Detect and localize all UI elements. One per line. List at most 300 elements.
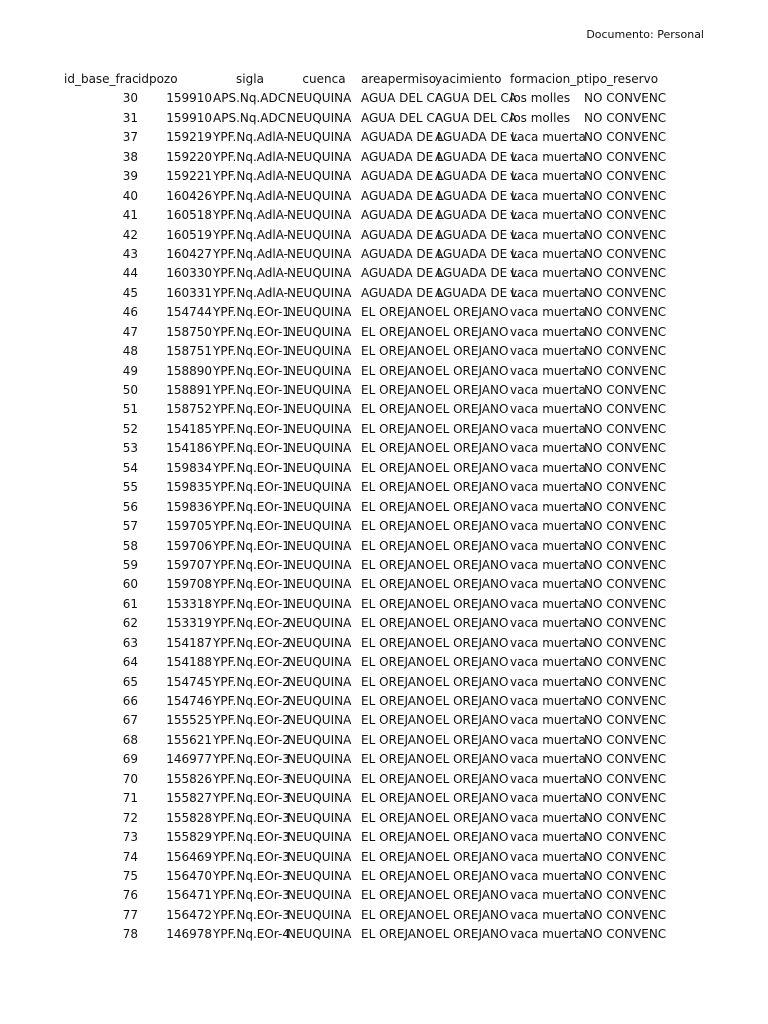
cell-yacimiento: EL OREJANO [435, 519, 509, 534]
cell-areapermiso: EL OREJANO [361, 927, 435, 942]
cell-sigla: YPF.Nq.EOr-2 [213, 713, 290, 728]
cell-sigla: YPF.Nq.EOr-1 [213, 519, 290, 534]
cell-sigla: YPF.Nq.EOr-3 [213, 830, 290, 845]
cell-id-base-frac: 55 [122, 480, 138, 495]
cell-cuenca: NEUQUINA [287, 732, 352, 747]
table-row [64, 459, 667, 478]
cell-areapermiso: EL OREJANO [361, 421, 435, 436]
cell-sigla: YPF.Nq.EOr-2 [213, 694, 290, 708]
cell-idpozo: 156472 [166, 907, 212, 922]
cell-id-base-frac: 30 [122, 91, 138, 106]
cell-tipo-reservorio: NO CONVENC [584, 868, 667, 883]
cell-id-base-frac: 71 [122, 791, 138, 806]
cell-idpozo: 160426 [166, 188, 212, 203]
cell-idpozo: 146977 [166, 752, 212, 767]
cell-sigla: YPF.Nq.EOr-3 [213, 888, 290, 903]
table-row [64, 770, 667, 789]
cell-sigla: YPF.Nq.EOr-1 [213, 344, 290, 359]
cell-areapermiso: AGUA DEL CA [361, 91, 444, 106]
cell-formacion: vaca muerta [510, 499, 586, 514]
table-row [64, 400, 667, 419]
cell-areapermiso: EL OREJANO [361, 363, 435, 378]
cell-cuenca: NEUQUINA [287, 363, 352, 378]
cell-id-base-frac: 52 [122, 421, 138, 436]
cell-formacion: los molles [510, 110, 571, 125]
cell-yacimiento: AGUADA DE L [435, 130, 518, 145]
cell-tipo-reservorio: NO CONVENC [584, 130, 667, 145]
cell-areapermiso: AGUADA DE L [361, 169, 444, 184]
cell-tipo-reservorio: NO CONVENC [584, 927, 667, 942]
cell-areapermiso: EL OREJANO [361, 674, 435, 689]
cell-id-base-frac: 45 [122, 285, 138, 300]
cell-formacion: vaca muerta [510, 538, 586, 553]
cell-tipo-reservorio: NO CONVENC [584, 363, 667, 378]
cell-sigla: YPF.Nq.EOr-2 [213, 635, 290, 650]
document-label: Documento: Personal [586, 28, 704, 41]
cell-formacion: vaca muerta [510, 421, 586, 436]
cell-areapermiso: EL OREJANO [361, 499, 435, 514]
cell-areapermiso: EL OREJANO [361, 791, 435, 806]
cell-formacion: vaca muerta [510, 849, 586, 864]
table-row [64, 634, 667, 653]
cell-cuenca: NEUQUINA [287, 596, 352, 611]
cell-areapermiso: AGUADA DE L [361, 130, 444, 145]
cell-areapermiso: EL OREJANO [361, 907, 435, 922]
cell-tipo-reservorio: NO CONVENC [584, 344, 667, 359]
cell-sigla: YPF.Nq.EOr-1 [213, 538, 290, 553]
cell-id-base-frac: 44 [122, 266, 138, 281]
data-table [64, 70, 667, 945]
cell-yacimiento: EL OREJANO [435, 907, 509, 922]
cell-id-base-frac: 40 [122, 188, 138, 203]
cell-cuenca: NEUQUINA [287, 519, 352, 534]
cell-formacion: vaca muerta [510, 305, 586, 320]
cell-idpozo: 154746 [166, 694, 212, 708]
cell-id-base-frac: 60 [122, 577, 138, 592]
cell-sigla: YPF.Nq.EOr-3 [213, 771, 290, 786]
cell-idpozo: 154185 [166, 421, 212, 436]
cell-sigla: YPF.Nq.EOr-3 [213, 791, 290, 806]
cell-cuenca: NEUQUINA [287, 557, 352, 572]
cell-id-base-frac: 46 [122, 305, 138, 320]
table-row [64, 226, 667, 245]
cell-sigla: YPF.Nq.AdlA- [213, 188, 288, 203]
cell-yacimiento: EL OREJANO [435, 888, 509, 903]
cell-cuenca: NEUQUINA [287, 227, 352, 242]
cell-cuenca: NEUQUINA [287, 188, 352, 203]
cell-formacion: vaca muerta [510, 227, 586, 242]
cell-idpozo: 159220 [166, 149, 212, 164]
cell-tipo-reservorio: NO CONVENC [584, 460, 667, 475]
cell-sigla: YPF.Nq.EOr-1 [213, 557, 290, 572]
cell-areapermiso: EL OREJANO [361, 868, 435, 883]
table-row [64, 245, 667, 264]
cell-id-base-frac: 74 [122, 849, 138, 864]
cell-areapermiso: EL OREJANO [361, 538, 435, 553]
cell-idpozo: 154745 [166, 674, 212, 689]
cell-idpozo: 154188 [166, 655, 212, 670]
cell-sigla: YPF.Nq.EOr-1 [213, 460, 290, 475]
cell-idpozo: 146978 [166, 927, 212, 942]
cell-formacion: vaca muerta [510, 402, 586, 417]
cell-id-base-frac: 65 [122, 674, 138, 689]
cell-areapermiso: EL OREJANO [361, 557, 435, 572]
cell-yacimiento: EL OREJANO [435, 752, 509, 767]
cell-areapermiso: EL OREJANO [361, 849, 435, 864]
cell-idpozo: 154186 [166, 441, 212, 456]
cell-sigla: YPF.Nq.AdlA- [213, 130, 288, 145]
table-row [64, 789, 667, 808]
cell-formacion: vaca muerta [510, 383, 586, 397]
cell-tipo-reservorio: NO CONVENC [584, 441, 667, 456]
cell-id-base-frac: 68 [122, 732, 138, 747]
cell-tipo-reservorio: NO CONVENC [584, 519, 667, 534]
cell-areapermiso: AGUADA DE L [361, 188, 444, 203]
header-areapermiso: areapermiso [361, 72, 437, 86]
cell-tipo-reservorio: NO CONVENC [584, 557, 667, 572]
cell-idpozo: 159706 [166, 538, 212, 553]
cell-cuenca: NEUQUINA [287, 752, 352, 767]
cell-cuenca: NEUQUINA [287, 771, 352, 786]
cell-yacimiento: EL OREJANO [435, 791, 509, 806]
cell-areapermiso: EL OREJANO [361, 771, 435, 786]
table-row [64, 167, 667, 186]
cell-tipo-reservorio: NO CONVENC [584, 246, 667, 261]
cell-yacimiento: EL OREJANO [435, 732, 509, 747]
cell-id-base-frac: 31 [122, 110, 138, 125]
cell-idpozo: 159836 [166, 499, 212, 514]
cell-yacimiento: EL OREJANO [435, 810, 509, 825]
cell-cuenca: NEUQUINA [287, 888, 352, 903]
table-row [64, 498, 667, 517]
table-row [64, 906, 667, 925]
cell-tipo-reservorio: NO CONVENC [584, 791, 667, 806]
cell-formacion: vaca muerta [510, 830, 586, 845]
cell-areapermiso: EL OREJANO [361, 752, 435, 767]
cell-yacimiento: EL OREJANO [435, 694, 509, 708]
cell-idpozo: 153319 [166, 616, 212, 631]
cell-sigla: YPF.Nq.EOr-1 [213, 499, 290, 514]
cell-idpozo: 153318 [166, 596, 212, 611]
table-row [64, 303, 667, 322]
cell-id-base-frac: 50 [122, 383, 138, 397]
table-row [64, 128, 667, 147]
cell-id-base-frac: 42 [122, 227, 138, 242]
header-id-base-frac: id_base_frac [64, 72, 139, 86]
cell-cuenca: NEUQUINA [287, 441, 352, 456]
cell-id-base-frac: 64 [122, 655, 138, 670]
cell-id-base-frac: 54 [122, 460, 138, 475]
cell-idpozo: 159221 [166, 169, 212, 184]
cell-cuenca: NEUQUINA [287, 169, 352, 184]
cell-sigla: YPF.Nq.EOr-1 [213, 421, 290, 436]
cell-idpozo: 160330 [166, 266, 212, 281]
cell-sigla: YPF.Nq.EOr-2 [213, 674, 290, 689]
cell-sigla: YPF.Nq.AdlA- [213, 169, 288, 184]
table-row [64, 206, 667, 225]
cell-yacimiento: EL OREJANO [435, 830, 509, 845]
table-row [64, 731, 667, 750]
cell-cuenca: NEUQUINA [287, 830, 352, 845]
cell-tipo-reservorio: NO CONVENC [584, 732, 667, 747]
cell-cuenca: NEUQUINA [287, 110, 352, 125]
cell-formacion: vaca muerta [510, 713, 586, 728]
cell-cuenca: NEUQUINA [287, 538, 352, 553]
cell-yacimiento: EL OREJANO [435, 713, 509, 728]
cell-id-base-frac: 43 [122, 246, 138, 261]
cell-tipo-reservorio: NO CONVENC [584, 694, 667, 708]
cell-formacion: vaca muerta [510, 188, 586, 203]
cell-tipo-reservorio: NO CONVENC [584, 499, 667, 514]
cell-areapermiso: EL OREJANO [361, 694, 435, 708]
cell-cuenca: NEUQUINA [287, 305, 352, 320]
cell-idpozo: 155828 [166, 810, 212, 825]
cell-areapermiso: EL OREJANO [361, 519, 435, 534]
cell-id-base-frac: 58 [122, 538, 138, 553]
cell-sigla: YPF.Nq.EOr-1 [213, 305, 290, 320]
cell-tipo-reservorio: NO CONVENC [584, 305, 667, 320]
cell-areapermiso: EL OREJANO [361, 402, 435, 417]
cell-idpozo: 158752 [166, 402, 212, 417]
cell-formacion: vaca muerta [510, 596, 586, 611]
cell-sigla: YPF.Nq.AdlA- [213, 285, 288, 300]
cell-idpozo: 155525 [166, 713, 212, 728]
cell-idpozo: 160331 [166, 285, 212, 300]
cell-sigla: YPF.Nq.EOr-1 [213, 324, 290, 339]
cell-yacimiento: AGUADA DE L [435, 208, 518, 223]
table-row [64, 381, 667, 400]
cell-id-base-frac: 38 [122, 149, 138, 164]
cell-id-base-frac: 75 [122, 868, 138, 883]
table-header-row [64, 70, 660, 89]
cell-yacimiento: EL OREJANO [435, 577, 509, 592]
cell-sigla: YPF.Nq.AdlA- [213, 149, 288, 164]
cell-idpozo: 154744 [166, 305, 212, 320]
cell-tipo-reservorio: NO CONVENC [584, 383, 667, 397]
cell-tipo-reservorio: NO CONVENC [584, 752, 667, 767]
cell-sigla: YPF.Nq.EOr-1 [213, 596, 290, 611]
table-row [64, 537, 667, 556]
cell-cuenca: NEUQUINA [287, 674, 352, 689]
table-row [64, 828, 667, 847]
cell-yacimiento: EL OREJANO [435, 868, 509, 883]
cell-yacimiento: AGUA DEL CA [435, 110, 518, 125]
table-row [64, 653, 667, 672]
cell-sigla: YPF.Nq.EOr-2 [213, 655, 290, 670]
table-row [64, 323, 667, 342]
cell-areapermiso: EL OREJANO [361, 460, 435, 475]
cell-sigla: YPF.Nq.EOr-1 [213, 577, 290, 592]
cell-cuenca: NEUQUINA [287, 91, 352, 106]
cell-id-base-frac: 59 [122, 557, 138, 572]
cell-cuenca: NEUQUINA [287, 499, 352, 514]
cell-formacion: vaca muerta [510, 907, 586, 922]
cell-yacimiento: EL OREJANO [435, 557, 509, 572]
cell-id-base-frac: 76 [122, 888, 138, 903]
cell-idpozo: 154187 [166, 635, 212, 650]
cell-yacimiento: EL OREJANO [435, 655, 509, 670]
table-row [64, 264, 667, 283]
table-row [64, 809, 667, 828]
cell-areapermiso: AGUADA DE L [361, 227, 444, 242]
cell-tipo-reservorio: NO CONVENC [584, 577, 667, 592]
cell-idpozo: 159910 [166, 110, 212, 125]
cell-cuenca: NEUQUINA [287, 460, 352, 475]
cell-yacimiento: EL OREJANO [435, 383, 509, 397]
cell-yacimiento: AGUA DEL CA [435, 91, 518, 106]
cell-cuenca: NEUQUINA [287, 324, 352, 339]
cell-idpozo: 160427 [166, 246, 212, 261]
cell-formacion: vaca muerta [510, 441, 586, 456]
cell-areapermiso: AGUADA DE L [361, 266, 444, 281]
cell-id-base-frac: 67 [122, 713, 138, 728]
cell-areapermiso: EL OREJANO [361, 480, 435, 495]
cell-cuenca: NEUQUINA [287, 130, 352, 145]
cell-formacion: vaca muerta [510, 363, 586, 378]
cell-cuenca: NEUQUINA [287, 694, 352, 708]
cell-cuenca: NEUQUINA [287, 208, 352, 223]
cell-idpozo: 159835 [166, 480, 212, 495]
cell-idpozo: 158750 [166, 324, 212, 339]
cell-idpozo: 159708 [166, 577, 212, 592]
cell-yacimiento: AGUADA DE L [435, 246, 518, 261]
cell-formacion: vaca muerta [510, 285, 586, 300]
cell-formacion: vaca muerta [510, 732, 586, 747]
cell-sigla: YPF.Nq.EOr-1 [213, 480, 290, 495]
cell-tipo-reservorio: NO CONVENC [584, 596, 667, 611]
cell-tipo-reservorio: NO CONVENC [584, 480, 667, 495]
table-row [64, 673, 667, 692]
cell-tipo-reservorio: NO CONVENC [584, 810, 667, 825]
cell-cuenca: NEUQUINA [287, 480, 352, 495]
cell-id-base-frac: 63 [122, 635, 138, 650]
cell-sigla: APS.Nq.ADC. [213, 110, 290, 125]
cell-idpozo: 159219 [166, 130, 212, 145]
table-row [64, 848, 667, 867]
table-body [64, 89, 667, 944]
cell-id-base-frac: 73 [122, 830, 138, 845]
cell-formacion: vaca muerta [510, 324, 586, 339]
cell-cuenca: NEUQUINA [287, 402, 352, 417]
cell-areapermiso: AGUADA DE L [361, 285, 444, 300]
cell-formacion: vaca muerta [510, 752, 586, 767]
cell-idpozo: 158891 [166, 383, 212, 397]
cell-tipo-reservorio: NO CONVENC [584, 421, 667, 436]
cell-idpozo: 155827 [166, 791, 212, 806]
cell-tipo-reservorio: NO CONVENC [584, 907, 667, 922]
cell-yacimiento: EL OREJANO [435, 927, 509, 942]
cell-areapermiso: EL OREJANO [361, 830, 435, 845]
cell-cuenca: NEUQUINA [287, 246, 352, 261]
cell-cuenca: NEUQUINA [287, 868, 352, 883]
cell-formacion: vaca muerta [510, 344, 586, 359]
cell-areapermiso: EL OREJANO [361, 635, 435, 650]
table-row [64, 614, 667, 633]
cell-tipo-reservorio: NO CONVENC [584, 208, 667, 223]
cell-formacion: vaca muerta [510, 927, 586, 942]
cell-id-base-frac: 57 [122, 519, 138, 534]
cell-areapermiso: EL OREJANO [361, 616, 435, 631]
table-row [64, 886, 667, 905]
cell-formacion: vaca muerta [510, 810, 586, 825]
cell-formacion: vaca muerta [510, 130, 586, 145]
cell-tipo-reservorio: NO CONVENC [584, 616, 667, 631]
cell-areapermiso: EL OREJANO [361, 305, 435, 320]
cell-yacimiento: EL OREJANO [435, 674, 509, 689]
cell-formacion: vaca muerta [510, 149, 586, 164]
cell-sigla: YPF.Nq.EOr-2 [213, 732, 290, 747]
cell-areapermiso: EL OREJANO [361, 810, 435, 825]
cell-id-base-frac: 37 [122, 130, 138, 145]
cell-areapermiso: EL OREJANO [361, 655, 435, 670]
table-row [64, 556, 667, 575]
table-row [64, 595, 667, 614]
cell-areapermiso: AGUA DEL CA [361, 110, 444, 125]
cell-idpozo: 156471 [166, 888, 212, 903]
cell-sigla: YPF.Nq.EOr-1 [213, 441, 290, 456]
cell-sigla: YPF.Nq.EOr-3 [213, 849, 290, 864]
cell-id-base-frac: 53 [122, 441, 138, 456]
cell-yacimiento: EL OREJANO [435, 480, 509, 495]
cell-id-base-frac: 56 [122, 499, 138, 514]
cell-tipo-reservorio: NO CONVENC [584, 538, 667, 553]
cell-id-base-frac: 49 [122, 363, 138, 378]
header-sigla: sigla [236, 72, 264, 86]
cell-tipo-reservorio: NO CONVENC [584, 91, 667, 106]
cell-formacion: vaca muerta [510, 694, 586, 708]
cell-yacimiento: EL OREJANO [435, 616, 509, 631]
cell-sigla: YPF.Nq.EOr-3 [213, 868, 290, 883]
table-row [64, 187, 667, 206]
cell-cuenca: NEUQUINA [287, 149, 352, 164]
cell-formacion: vaca muerta [510, 655, 586, 670]
cell-tipo-reservorio: NO CONVENC [584, 266, 667, 281]
cell-areapermiso: EL OREJANO [361, 383, 435, 397]
cell-id-base-frac: 39 [122, 169, 138, 184]
cell-idpozo: 159707 [166, 557, 212, 572]
cell-idpozo: 156470 [166, 868, 212, 883]
cell-idpozo: 155621 [166, 732, 212, 747]
cell-sigla: YPF.Nq.AdlA- [213, 208, 288, 223]
cell-idpozo: 155826 [166, 771, 212, 786]
cell-sigla: YPF.Nq.EOr-1 [213, 363, 290, 378]
cell-cuenca: NEUQUINA [287, 907, 352, 922]
cell-yacimiento: AGUADA DE L [435, 227, 518, 242]
cell-areapermiso: AGUADA DE L [361, 246, 444, 261]
table-row [64, 439, 667, 458]
cell-areapermiso: EL OREJANO [361, 732, 435, 747]
cell-sigla: YPF.Nq.AdlA- [213, 227, 288, 242]
cell-yacimiento: EL OREJANO [435, 635, 509, 650]
cell-formacion: vaca muerta [510, 868, 586, 883]
cell-yacimiento: EL OREJANO [435, 499, 509, 514]
cell-idpozo: 155829 [166, 830, 212, 845]
cell-areapermiso: EL OREJANO [361, 324, 435, 339]
cell-sigla: YPF.Nq.EOr-3 [213, 810, 290, 825]
table-row [64, 867, 667, 886]
cell-formacion: vaca muerta [510, 616, 586, 631]
cell-yacimiento: AGUADA DE L [435, 266, 518, 281]
cell-id-base-frac: 47 [122, 324, 138, 339]
cell-id-base-frac: 48 [122, 344, 138, 359]
header-idpozo: idpozo [138, 72, 178, 86]
cell-yacimiento: EL OREJANO [435, 344, 509, 359]
cell-yacimiento: EL OREJANO [435, 596, 509, 611]
table-row [64, 692, 667, 711]
cell-tipo-reservorio: NO CONVENC [584, 110, 667, 125]
cell-yacimiento: EL OREJANO [435, 305, 509, 320]
cell-areapermiso: EL OREJANO [361, 441, 435, 456]
